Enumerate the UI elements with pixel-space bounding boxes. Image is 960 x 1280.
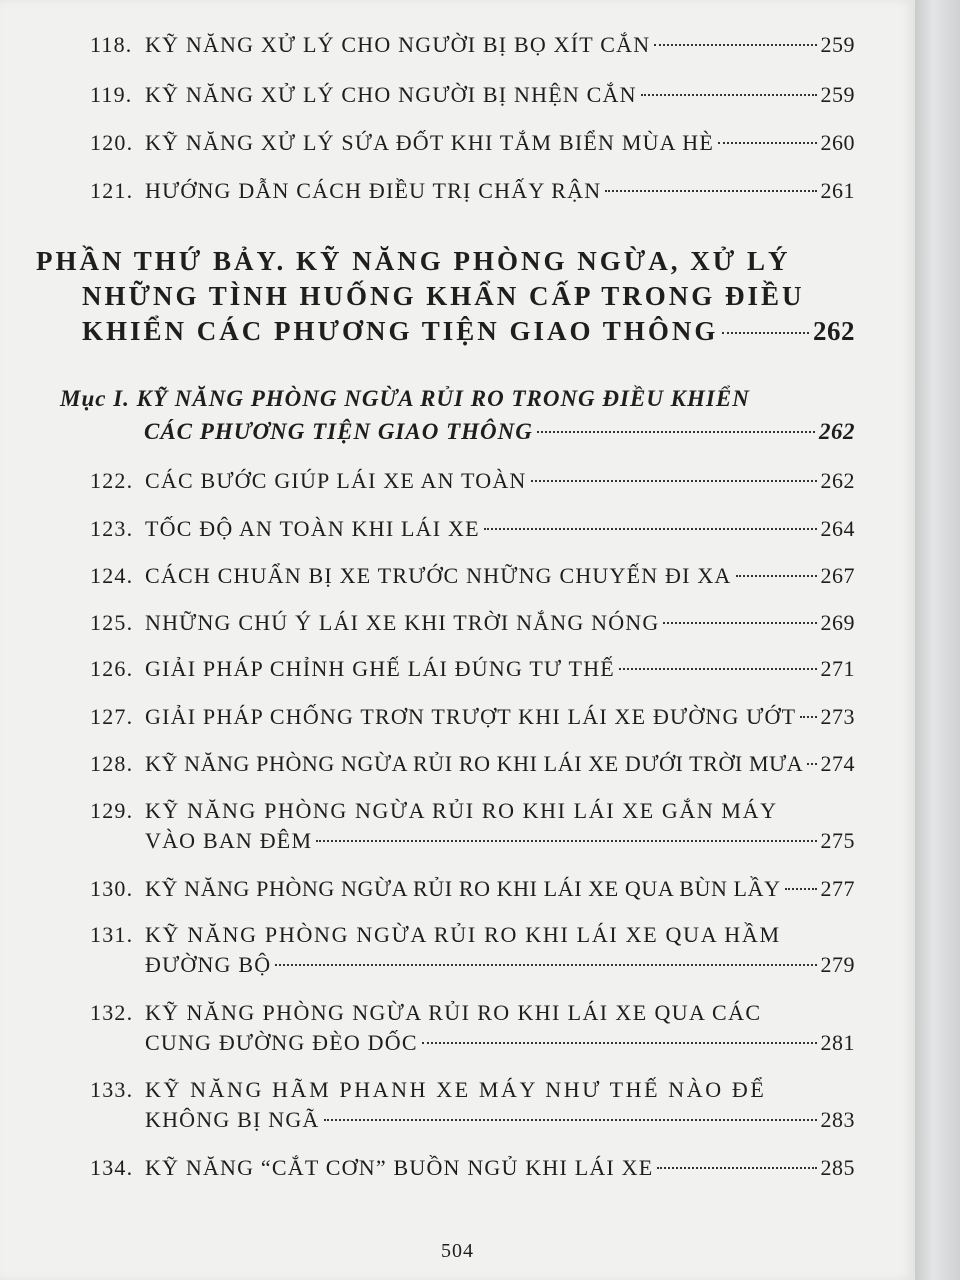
dot-leader — [736, 575, 817, 577]
dot-leader — [657, 1167, 816, 1169]
entry-title: NHỮNG CHÚ Ý LÁI XE KHI TRỜI NẮNG NÓNG — [145, 610, 660, 635]
dot-leader — [800, 716, 816, 718]
section-heading — [60, 382, 855, 448]
entry-title: KỸ NĂNG “CẮT CƠN” BUỒN NGỦ KHI LÁI XE — [145, 1155, 654, 1180]
entry-page: 261 — [820, 178, 855, 203]
toc-entry — [90, 796, 855, 856]
entry-title: HƯỚNG DẪN CÁCH ĐIỀU TRỊ CHẤY RẬN — [145, 178, 602, 203]
toc-entry — [90, 608, 855, 638]
section-heading-line: Mục I. KỸ NĂNG PHÒNG NGỪA RỦI RO TRONG ĐIỀU KHIỂN — [60, 386, 750, 411]
entry-number: 120. — [90, 130, 134, 155]
entry-number: 129. — [90, 798, 134, 823]
entry-title-continued: CUNG ĐƯỜNG ĐÈO DỐC — [145, 1030, 418, 1055]
dot-leader — [275, 964, 816, 966]
toc-entry — [90, 466, 855, 496]
dot-leader — [785, 888, 817, 890]
entry-title: KỸ NĂNG PHÒNG NGỪA RỦI RO KHI LÁI XE QUA HẦM — [145, 922, 781, 947]
entry-page: 262 — [820, 468, 855, 493]
entry-page: 281 — [820, 1030, 855, 1055]
toc-entry — [90, 514, 855, 544]
part-heading-line: NHỮNG TÌNH HUỐNG KHẨN CẤP TRONG ĐIỀU — [82, 281, 805, 311]
entry-title: KỸ NĂNG XỬ LÝ SỨA ĐỐT KHI TẮM BIỂN MÙA HÈ — [145, 130, 714, 155]
entry-title: KỸ NĂNG XỬ LÝ CHO NGƯỜI BỊ BỌ XÍT CẮN — [145, 32, 651, 57]
toc-entry — [90, 1153, 855, 1183]
entry-number: 134. — [90, 1155, 134, 1180]
book-spine — [915, 0, 960, 1280]
dot-leader — [316, 840, 816, 842]
entry-page: 285 — [820, 1155, 855, 1180]
entry-page: 275 — [820, 828, 855, 853]
entry-title: TỐC ĐỘ AN TOÀN KHI LÁI XE — [145, 516, 480, 541]
entry-page: 271 — [820, 656, 855, 681]
dot-leader — [654, 44, 816, 46]
section-page: 262 — [819, 419, 855, 444]
entry-title: CÁC BƯỚC GIÚP LÁI XE AN TOÀN — [145, 468, 527, 493]
entry-number: 130. — [90, 876, 134, 901]
entry-title: KỸ NĂNG PHÒNG NGỪA RỦI RO KHI LÁI XE QUA BÙN LẦY — [145, 876, 781, 901]
entry-number: 132. — [90, 1000, 134, 1025]
entry-page: 269 — [820, 610, 855, 635]
toc-entry — [90, 654, 855, 684]
toc-entry — [90, 749, 855, 779]
entry-page: 259 — [820, 82, 855, 107]
dot-leader — [484, 528, 817, 530]
entry-title: KỸ NĂNG XỬ LÝ CHO NGƯỜI BỊ NHỆN CẮN — [145, 82, 637, 107]
entry-number: 127. — [90, 704, 134, 729]
toc-entry — [90, 920, 855, 980]
dot-leader — [718, 142, 817, 144]
entry-number: 123. — [90, 516, 134, 541]
entry-page: 283 — [820, 1107, 855, 1132]
entry-number: 121. — [90, 178, 134, 203]
entry-page: 260 — [820, 130, 855, 155]
dot-leader — [531, 480, 817, 482]
entry-title: KỸ NĂNG PHÒNG NGỪA RỦI RO KHI LÁI XE GẮN MÁY — [145, 798, 778, 823]
toc-entry — [90, 176, 855, 206]
entry-title-continued: KHÔNG BỊ NGÃ — [145, 1107, 320, 1132]
entry-number: 128. — [90, 751, 134, 776]
entry-number: 124. — [90, 563, 134, 588]
toc-entry — [90, 998, 855, 1058]
entry-page: 273 — [820, 704, 855, 729]
dot-leader — [619, 668, 817, 670]
part-heading — [30, 244, 855, 349]
toc-entry — [90, 702, 855, 732]
entry-number: 122. — [90, 468, 134, 493]
toc-entry — [90, 874, 855, 904]
entry-title-continued: ĐƯỜNG BỘ — [145, 952, 272, 977]
dot-leader — [663, 622, 816, 624]
toc-entry — [90, 128, 855, 158]
entry-title: GIẢI PHÁP CHỐNG TRƠN TRƯỢT KHI LÁI XE ĐƯỜNG ƯỚT — [145, 704, 797, 729]
toc-entry — [90, 561, 855, 591]
toc-entry — [90, 30, 855, 60]
entry-title: CÁCH CHUẨN BỊ XE TRƯỚC NHỮNG CHUYẾN ĐI XA — [145, 563, 732, 588]
entry-number: 131. — [90, 922, 134, 947]
part-heading-line: PHẦN THỨ BẢY. KỸ NĂNG PHÒNG NGỪA, XỬ LÝ — [36, 246, 791, 276]
entry-number: 118. — [90, 32, 133, 57]
entry-page: 274 — [820, 751, 855, 776]
entry-title: KỸ NĂNG HÃM PHANH XE MÁY NHƯ THẾ NÀO ĐỂ — [145, 1077, 767, 1102]
dot-leader — [605, 190, 816, 192]
entry-page: 259 — [820, 32, 855, 57]
dot-leader — [537, 431, 815, 433]
entry-page: 277 — [820, 876, 855, 901]
entry-title: KỸ NĂNG PHÒNG NGỪA RỦI RO KHI LÁI XE QUA CÁC — [145, 1000, 762, 1025]
entry-title-continued: VÀO BAN ĐÊM — [145, 828, 313, 853]
entry-title: GIẢI PHÁP CHỈNH GHẾ LÁI ĐÚNG TƯ THẾ — [145, 656, 615, 681]
part-heading-line: KHIỂN CÁC PHƯƠNG TIỆN GIAO THÔNG — [82, 316, 719, 346]
dot-leader — [807, 763, 816, 765]
entry-page: 279 — [820, 952, 855, 977]
entry-number: 133. — [90, 1077, 134, 1102]
entry-number: 125. — [90, 610, 134, 635]
dot-leader — [722, 332, 809, 334]
dot-leader — [324, 1119, 817, 1121]
toc-entry — [90, 80, 855, 110]
part-heading-last-line — [30, 314, 855, 349]
dot-leader — [422, 1042, 817, 1044]
dot-leader — [641, 94, 817, 96]
entry-number: 126. — [90, 656, 134, 681]
page-number: 504 — [441, 1240, 474, 1262]
entry-title: KỸ NĂNG PHÒNG NGỪA RỦI RO KHI LÁI XE DƯỚI TRỜI MƯA — [145, 751, 804, 776]
part-page: 262 — [813, 316, 855, 346]
entry-number: 119. — [90, 82, 133, 107]
section-heading-last-line — [60, 415, 855, 448]
section-heading-line: CÁC PHƯƠNG TIỆN GIAO THÔNG — [144, 419, 533, 444]
entry-page: 264 — [820, 516, 855, 541]
entry-page: 267 — [820, 563, 855, 588]
toc-entry — [90, 1075, 855, 1135]
